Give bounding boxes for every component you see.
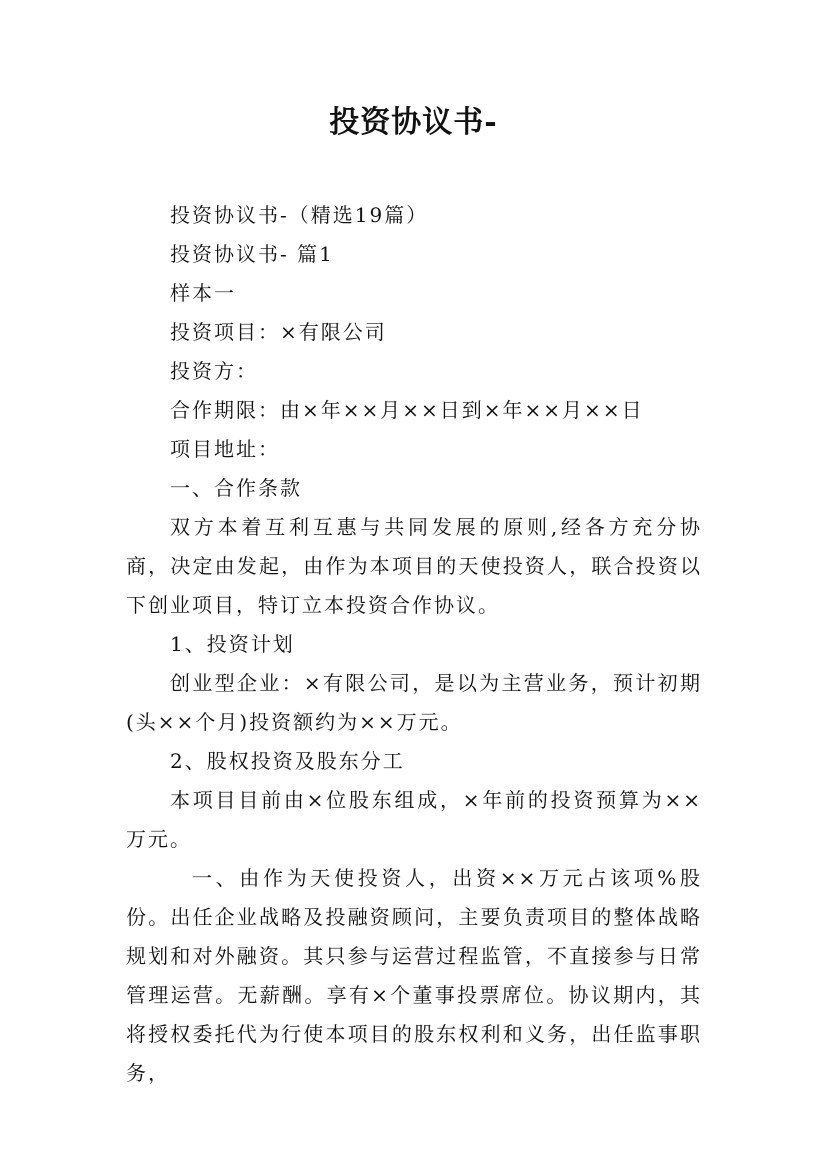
paragraph-section-heading: 投资协议书- 篇1 — [170, 242, 334, 266]
paragraph-angel-investor: 一、由作为天使投资人，出资××万元占该项%股份。出任企业战略及投融资顾问，主要负责项目的整体战略规划和对外融资。其只参与运营过程监管，不直接参与日常管理运营。无薪酬。享有×个董事投票席位。协议期内，其将授权委托代为行使本项目的股东权利和义务，出任监事职务， — [126, 866, 702, 1085]
paragraph-cooperation-terms: 双方本着互利互惠与共同发展的原则,经各方充分协商，决定由发起，由作为本项目的天使投资人，联合投资以下创业项目，特订立本投资合作协议。 — [126, 515, 702, 617]
paragraph-investment-project: 投资项目：×有限公司 — [170, 320, 387, 344]
paragraph-heading-cooperation-terms: 一、合作条款 — [170, 476, 302, 500]
paragraph-subtitle: 投资协议书-（精选19篇） — [170, 203, 429, 227]
paragraph-equity: 本项目目前由×位股东组成，×年前的投资预算为××万元。 — [126, 788, 702, 851]
document-title: 投资协议书- — [329, 105, 498, 140]
document-body — [126, 196, 702, 1093]
paragraph-cooperation-period: 合作期限：由×年××月××日到×年××月××日 — [170, 398, 644, 422]
paragraph-sample-label: 样本一 — [170, 281, 236, 305]
paragraph-project-address: 项目地址： — [170, 437, 280, 461]
paragraph-heading-equity: 2、股权投资及股东分工 — [170, 749, 405, 773]
paragraph-heading-investment-plan: 1、投资计划 — [170, 632, 295, 656]
paragraph-investor: 投资方： — [170, 359, 258, 383]
paragraph-investment-plan: 创业型企业：×有限公司，是以为主营业务，预计初期(头××个月)投资额约为××万元。 — [126, 671, 702, 734]
